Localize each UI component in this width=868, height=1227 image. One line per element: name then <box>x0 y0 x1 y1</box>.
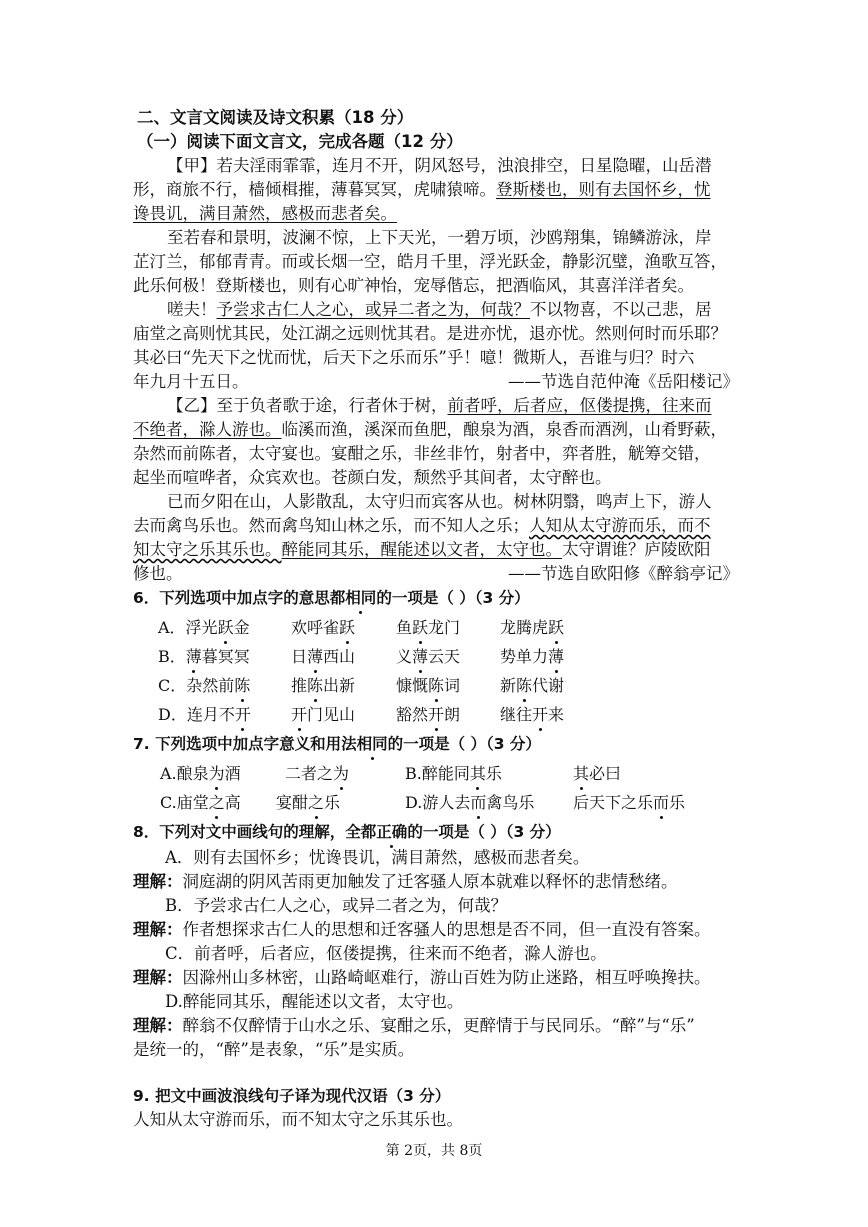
emphasis-dot-char: 之 <box>308 791 324 815</box>
passage-a-line: 芷汀兰，郁郁青青。而或长烟一空，皓月千里，浮光跃金，静影沉璧，渔歌互答， <box>133 252 727 271</box>
q8-option-c-explanation: 理解：因滁州山多林密，山路崎岖难行，游山百姓为防止迷路，相互呼唤搀扶。 <box>133 968 711 987</box>
passage-a-line: 形，商旅不行，樯倾楫摧，薄暮冥冥，虎啸猿啼。登斯楼也，则有去国怀乡，忧 <box>133 180 711 199</box>
emphasis-dot-char: 开 <box>291 703 307 727</box>
passage-a-line <box>133 202 397 226</box>
wavy-underlined-sentence: 人知从太守游而乐，而不 <box>529 516 711 535</box>
emphasis-dot-char: 相同 <box>345 586 376 610</box>
q7-option-c[interactable]: C.庙堂之高 <box>160 791 241 815</box>
underlined-sentence: 不绝者，滁人游也。 <box>133 420 282 439</box>
question-6-stem: 6．下列选项中加点字的意思都相同的一项是（ ）（3 分） <box>133 586 530 610</box>
passage-a-line: 此乐何极！登斯楼也，则有心旷神怡，宠辱偕忘，把酒临风，其喜洋洋者矣。 <box>133 276 694 295</box>
underlined-sentence: 谗畏讥，满目萧然，感极而悲者矣。 <box>133 204 397 223</box>
q8-option-c[interactable]: C．前者呼，后者应，伛偻提携，往来而不绝者，滁人游也。 <box>165 944 607 963</box>
passage-a-line: 嗟夫！予尝求古仁人之心，或异二者之为，何哉？不以物喜，不以己悲，居 <box>167 300 712 319</box>
q6-option-a-word: 龙腾虎跃 <box>500 616 564 640</box>
q8-option-d-explanation-cont: 是统一的，“醉”是表象，“乐”是实质。 <box>133 1040 415 1059</box>
passage-a-line: 【甲】若夫淫雨霏霏，连月不开，阴风怒号，浊浪排空，日星隐曜，山岳潜 <box>167 156 712 175</box>
q6-option-b[interactable]: B．薄暮冥冥 <box>158 645 250 669</box>
emphasis-dot-char: 而 <box>653 791 669 815</box>
emphasis-dot-char: 相同 <box>357 732 388 756</box>
question-8-stem: 8．下列对文中画线句的理解，全都正确的一项是（ ）（3 分） <box>133 820 561 844</box>
emphasis-dot-char: 其 <box>573 762 589 786</box>
q6-option-d-word: 豁然开朗 <box>396 703 460 727</box>
wavy-underlined-sentence: 知太守之乐其乐也。 <box>133 540 282 559</box>
q6-option-c-word: 推陈出新 <box>291 674 355 698</box>
emphasis-dot-char: 跃 <box>548 616 564 640</box>
passage-b-line: 起坐而喧哗者，众宾欢也。苍颜白发，颓然乎其间者，太守醉也。 <box>133 468 612 487</box>
emphasis-dot-char: 之 <box>209 791 225 815</box>
q7-option-a[interactable]: A.酿泉为酒 <box>160 762 241 786</box>
q6-option-d-word: 开门见山 <box>291 703 355 727</box>
section-title: 二、文言文阅读及诗文积累（18 分） <box>137 108 414 127</box>
passage-a-line: 至若春和景明，波澜不惊，上下天光，一碧万顷，沙鸥翔集，锦鳞游泳，岸 <box>167 228 712 247</box>
passage-a-line: 年九月十五日。 <box>133 372 249 391</box>
emphasis-dot-char: 为 <box>209 762 225 786</box>
q8-option-a-explanation: 理解：洞庭湖的阴风苦雨更加触发了迁客骚人原本就难以释怀的悲情愁绪。 <box>133 872 678 891</box>
q7-option-a-word: 二者之为 <box>285 762 349 786</box>
q6-option-b-word: 义薄云天 <box>396 645 460 669</box>
emphasis-dot-char: 开 <box>428 703 444 727</box>
passage-b-line: 修也。 <box>133 564 183 583</box>
sub-section-title: （一）阅读下面文言文，完成各题（12 分） <box>137 132 463 151</box>
q8-option-d-explanation: 理解：醉翁不仅醉情于山水之乐、宴酣之乐，更醉情于与民同乐。“醉”与“乐” <box>133 1016 695 1035</box>
emphasis-dot-char: 开 <box>235 703 251 727</box>
q6-option-a-word: 欢呼雀跃 <box>291 616 355 640</box>
q7-option-c-word: 宴酣之乐 <box>276 791 340 815</box>
emphasis-dot-char: 正确 <box>376 820 407 844</box>
emphasis-dot-char: 跃 <box>218 616 234 640</box>
underlined-sentence: 登斯楼也，则有去国怀乡，忧 <box>496 180 711 199</box>
q8-option-d[interactable]: D.醉能同其乐，醒能述以文者，太守也。 <box>165 992 464 1011</box>
passage-b-line: 【乙】至于负者歌于途，行者休于树，前者呼，后者应，伛偻提携，往来而 <box>167 396 712 415</box>
passage-b-line: 去而禽鸟乐也。然而禽鸟知山林之乐，而不知人之乐；人知从太守游而乐，而不 <box>133 516 711 535</box>
emphasis-dot-char: 薄 <box>307 645 323 669</box>
emphasis-dot-char: 开 <box>532 703 548 727</box>
question-7-stem: 7. 下列选项中加点字意义和用法相同的一项是（ ）（3 分） <box>133 732 541 756</box>
q8-option-b[interactable]: B．予尝求古仁人之心，或异二者之为，何哉？ <box>165 896 508 915</box>
underlined-sentence: 醉能同其乐，醒能述以文者，太守也。 <box>281 540 562 559</box>
underlined-sentence: 前者呼，后者应，伛偻提携，往来而 <box>447 396 712 415</box>
q7-option-d-word: 后天下之乐而乐 <box>573 791 685 815</box>
q6-option-c-word: 新陈代谢 <box>500 674 564 698</box>
q6-option-b-word: 势单力薄 <box>500 645 564 669</box>
question-9-stem: 9. 把文中画波浪线句子译为现代汉语（3 分） <box>133 1087 451 1105</box>
q6-option-a[interactable]: A．浮光跃金 <box>158 616 250 640</box>
emphasis-dot-char: 为 <box>333 762 349 786</box>
emphasis-dot-char: 薄 <box>186 645 202 669</box>
passage-b-line: 不绝者，滁人游也。临溪而渔，溪深而鱼肥，酿泉为酒，泉香而酒洌，山肴野蔌， <box>133 420 727 439</box>
emphasis-dot-char: 而 <box>470 791 486 815</box>
q6-option-d[interactable]: D．连月不开 <box>158 703 251 727</box>
emphasis-dot-char: 薄 <box>412 645 428 669</box>
emphasis-dot-char: 陈 <box>307 674 323 698</box>
q7-option-b-word: 其必曰 <box>573 762 621 786</box>
q8-option-b-explanation: 理解：作者想探求古仁人的思想和迁客骚人的思想是否不同，但一直没有答案。 <box>133 920 711 939</box>
passage-b-source: ——节选自欧阳修《醉翁亭记》 <box>508 564 739 583</box>
q6-option-d-word: 继往开来 <box>500 703 564 727</box>
emphasis-dot-char: 其 <box>470 762 486 786</box>
question-9-sentence: 人知从太守游而乐，而不知太守之乐其乐也。 <box>133 1110 463 1129</box>
q8-option-a[interactable]: A．则有去国怀乡；忧谗畏讥，满目萧然，感极而悲者矣。 <box>165 848 590 867</box>
emphasis-dot-char: 陈 <box>516 674 532 698</box>
passage-b-line: 知太守之乐其乐也。醉能同其乐，醒能述以文者，太守也。太守谓谁？庐陵欧阳 <box>133 540 711 559</box>
q7-option-d[interactable]: D.游人去而禽鸟乐 <box>405 791 534 815</box>
page-number: 第 2页，共 8页 <box>385 1143 483 1159</box>
emphasis-dot-char: 跃 <box>412 616 428 640</box>
q7-option-b[interactable]: B.醉能同其乐 <box>405 762 502 786</box>
emphasis-dot-char: 陈 <box>234 674 250 698</box>
q6-option-c[interactable]: C．杂然前陈 <box>158 674 250 698</box>
passage-a-source: ——节选自范仲淹《岳阳楼记》 <box>508 372 739 391</box>
q6-option-c-word: 慷慨陈词 <box>396 674 460 698</box>
emphasis-dot-char: 陈 <box>428 674 444 698</box>
emphasis-dot-char: 薄 <box>548 645 564 669</box>
q6-option-b-word: 日薄西山 <box>291 645 355 669</box>
q6-option-a-word: 鱼跃龙门 <box>396 616 460 640</box>
passage-a-line: 庙堂之高则忧其民，处江湖之远则忧其君。是进亦忧，退亦忧。然则何时而乐耶？ <box>133 324 727 343</box>
underlined-sentence: 予尝求古仁人之心，或异二者之为，何哉？ <box>216 300 530 319</box>
passage-b-line: 已而夕阳在山，人影散乱，太守归而宾客从也。树林阴翳，鸣声上下，游人 <box>167 492 712 511</box>
emphasis-dot-char: 跃 <box>339 616 355 640</box>
passage-a-line: 其必曰“先天下之忧而忧，后天下之乐而乐”乎！噫！微斯人，吾谁与归？时六 <box>133 348 695 367</box>
passage-b-line: 杂然而前陈者，太守宴也。宴酣之乐，非丝非竹，射者中，弈者胜，觥筹交错， <box>133 444 711 463</box>
